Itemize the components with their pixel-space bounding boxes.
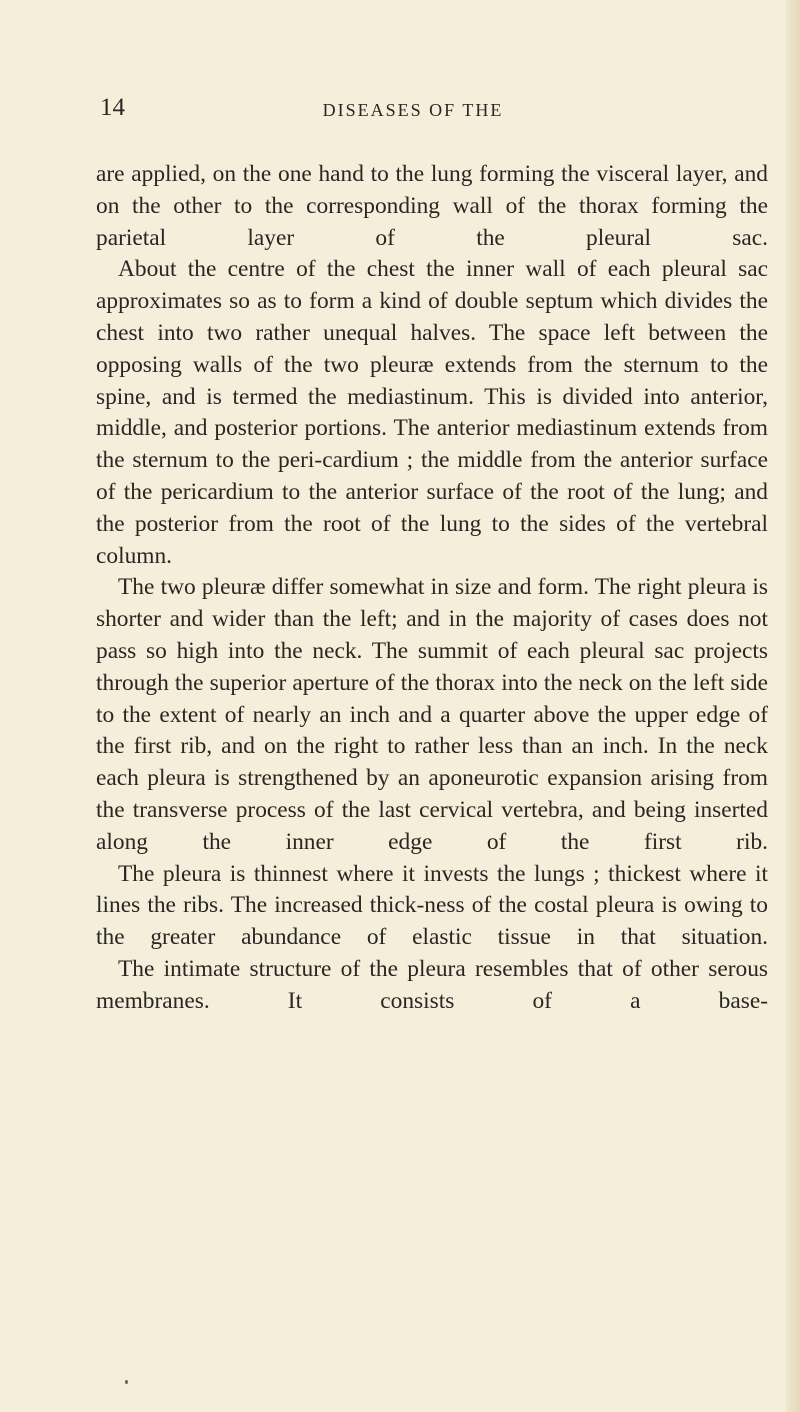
paragraph-pleura-structure: The intimate structure of the pleura resembles that of other serous membranes. It consists of a base- <box>96 955 768 1014</box>
paragraph-continuation: are applied, on the one hand to the lung forming the visceral layer, and on the other to the corresponding wall of the thorax forming the parietal layer of the pleural sac. <box>96 161 768 251</box>
body-text <box>96 159 768 1018</box>
paragraph-mediastinum: About the centre of the chest the inner wall of each pleural sac approximates so as to form a kind of double septum which divides the chest into two rather unequal halves. The space left between the opposing walls of the two pleuræ extends from the sternum to the spine, and is termed the mediastinum. This is divided into anterior, middle, and posterior portions. The anterior mediastinum extends from the sternum to the peri-cardium ; the middle from the anterior surface of the pericardium to the anterior surface of the root of the lung; and the posterior from the root of the lung to the sides of the vertebral column. <box>96 256 768 569</box>
paragraph-pleurae-size: The two pleuræ differ somewhat in size and form. The right pleura is shorter and wider than the left; and in the majority of cases does not pass so high into the neck. The summit of each pleural sac projects through the superior aperture of the thorax into the neck on the left side to the extent of nearly an inch and a quarter above the upper edge of the first rib, and on the right to rather less than an inch. In the neck each pleura is strengthened by an aponeurotic expansion arising from the transverse process of the last cervical vertebra, and being inserted along the inner edge of the first rib. <box>96 574 768 855</box>
page-header <box>0 94 800 124</box>
running-head: DISEASES OF THE <box>322 100 504 120</box>
page-number: 14 <box>100 94 125 121</box>
page-edge <box>786 0 800 1412</box>
paragraph-pleura-thickness: The pleura is thinnest where it invests the lungs ; thickest where it lines the ribs. The increased thick-ness of the costal pleura is owing to the greater abundance of elastic tissue in that situation. <box>96 860 768 951</box>
ink-speck <box>125 1380 128 1384</box>
